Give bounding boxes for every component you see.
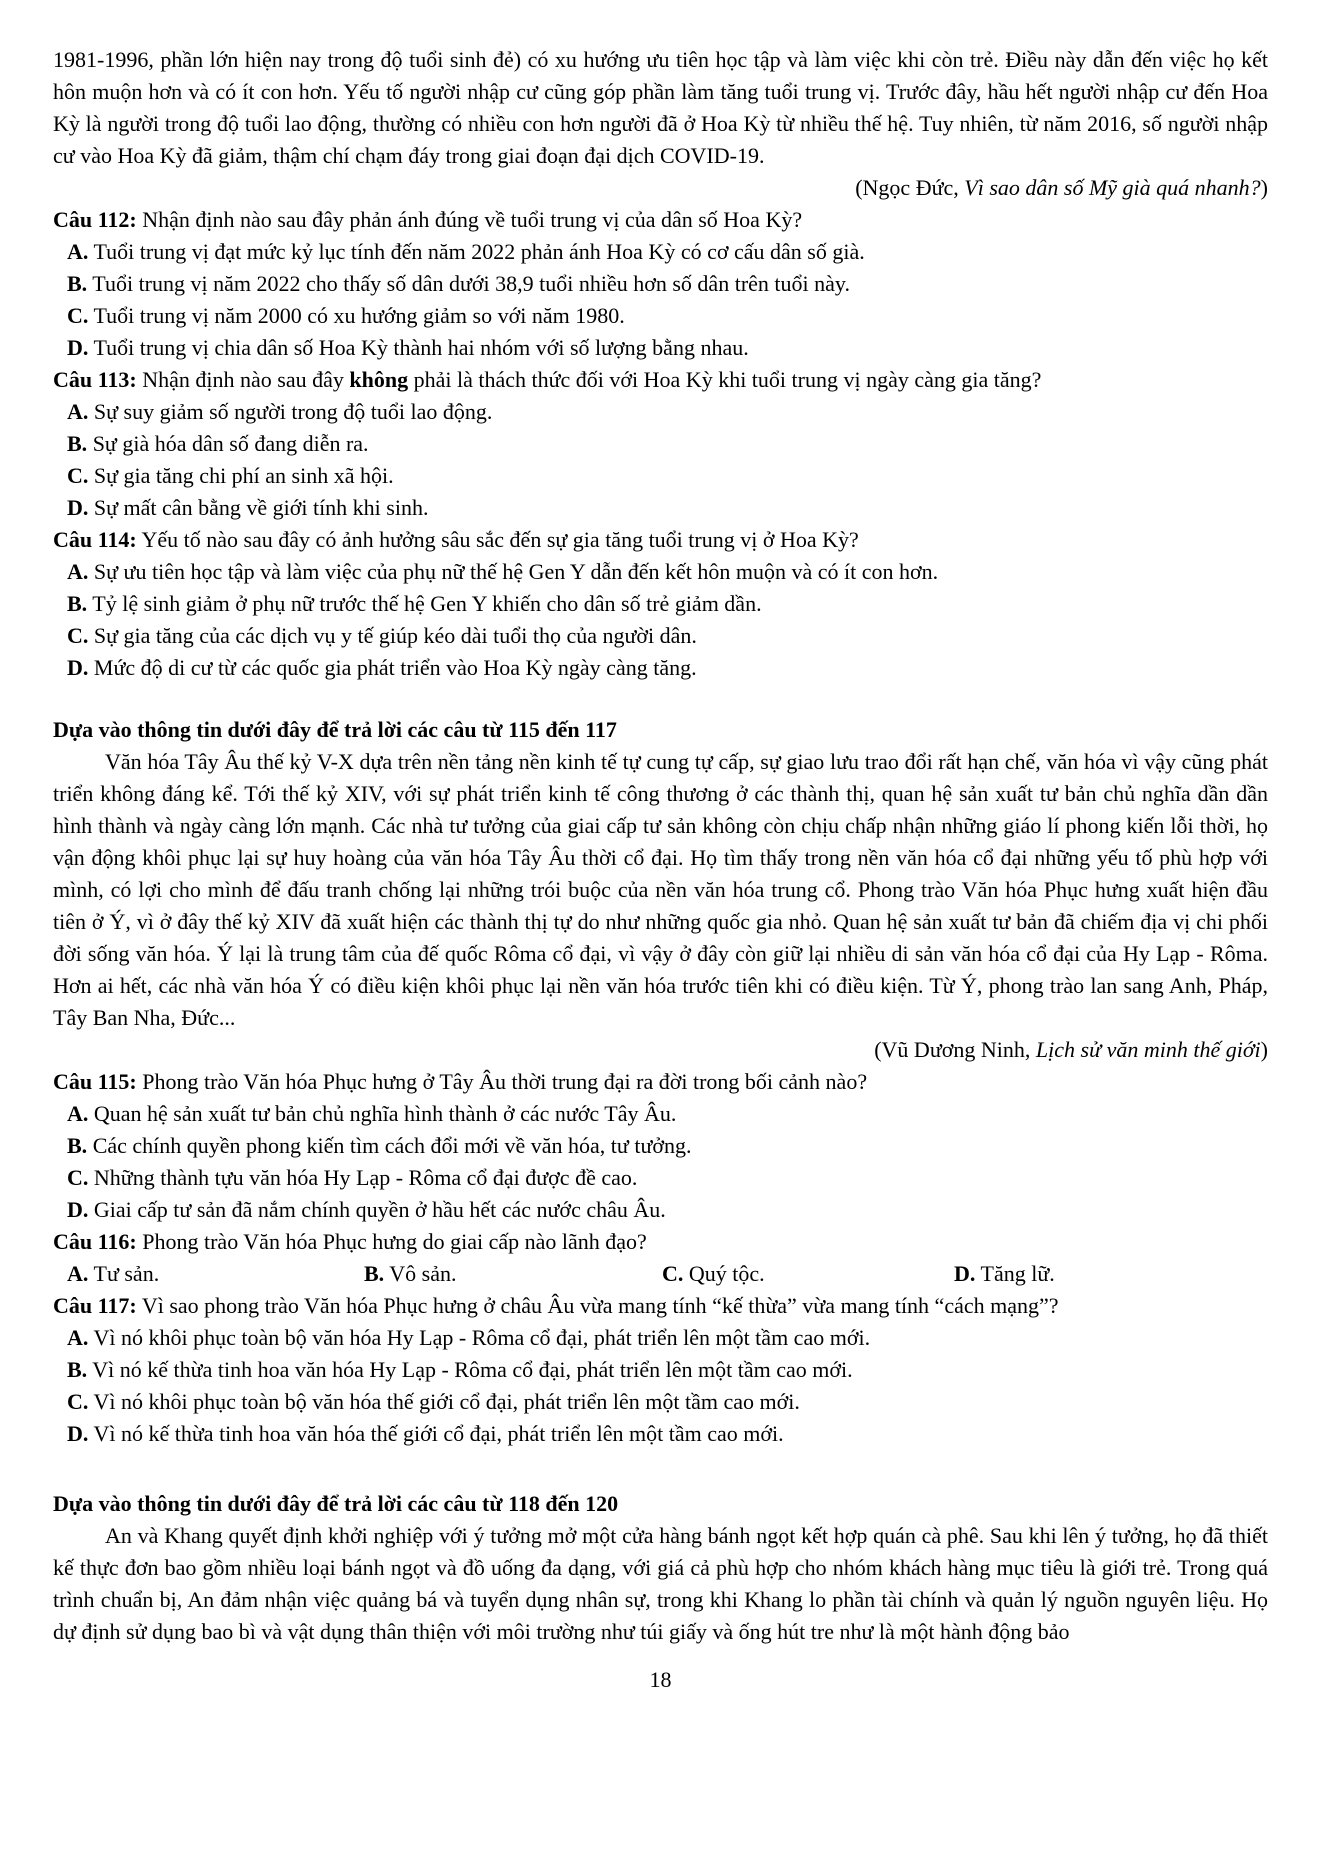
question-112-stem bbox=[53, 204, 1268, 236]
question-112-option-a bbox=[53, 236, 1268, 268]
question-114-option-c bbox=[53, 620, 1268, 652]
question-113-option-b bbox=[53, 428, 1268, 460]
question-113 bbox=[53, 364, 1268, 524]
question-114-number: Câu 114: bbox=[53, 527, 137, 552]
question-117-text: Vì sao phong trào Văn hóa Phục hưng ở châu Âu vừa mang tính “kế thừa” vừa mang tính “cách mạng”? bbox=[141, 1293, 1059, 1318]
option-text: Vì nó khôi phục toàn bộ văn hóa Hy Lạp - Rôma cổ đại, phát triển lên một tầm cao mới. bbox=[93, 1325, 871, 1350]
attribution-ngoc-duc bbox=[53, 172, 1268, 204]
option-letter-c: C. bbox=[67, 623, 89, 648]
passage-renaissance: Văn hóa Tây Âu thế kỷ V-X dựa trên nền tảng nền kinh tế tự cung tự cấp, sự giao lưu trao đổi rất hạn chế, văn hóa vì vậy cũng phát triển không đáng kể. Tới thế kỷ XIV, với sự phát triển kinh tế công thương ở các thành thị, quan hệ sản xuất tư bản chủ nghĩa dần dần hình thành và ngày càng lớn mạnh. Các nhà tư tưởng của giai cấp tư sản không còn chịu chấp nhận những giáo lí phong kiến lỗi thời, họ vận động khôi phục lại sự huy hoàng của văn hóa Tây Âu thời cổ đại. Họ tìm thấy trong nền văn hóa cổ đại những yếu tố phù hợp với mình, có lợi cho mình để đấu tranh chống lại những trói buộc của nền văn hóa trung cổ. Phong trào Văn hóa Phục hưng xuất hiện đầu tiên ở Ý, vì ở đây thế kỷ XIV đã xuất hiện các thành thị tự do như những quốc gia nhỏ. Quan hệ sản xuất tư bản đã chiếm địa vị chi phối đời sống văn hóa. Ý lại là trung tâm của đế quốc Rôma cổ đại, vì vậy ở đây còn giữ lại nhiều di sản văn hóa cổ đại của Hy Lạp - Rôma. Hơn ai hết, các nhà văn hóa Ý có điều kiện khôi phục lại nền văn hóa trước tiên khi có điều kiện. Từ Ý, phong trào lan sang Anh, Pháp, Tây Ban Nha, Đức... bbox=[53, 749, 1268, 1030]
option-text: Tuổi trung vị năm 2022 cho thấy số dân dưới 38,9 tuổi nhiều hơn số dân trên tuổi này. bbox=[92, 271, 850, 296]
option-text: Tuổi trung vị đạt mức kỷ lục tính đến năm 2022 phản ánh Hoa Kỳ có cơ cấu dân số già. bbox=[93, 239, 865, 264]
question-116-option-c bbox=[662, 1258, 954, 1290]
option-text: Tư sản. bbox=[93, 1261, 160, 1286]
intro-paragraph: 1981-1996, phần lớn hiện nay trong độ tuổi sinh đẻ) có xu hướng ưu tiên học tập và làm việc khi còn trẻ. Điều này dẫn đến việc họ kết hôn muộn hơn và có ít con hơn. Yếu tố người nhập cư cũng góp phần làm tăng tuổi trung vị. Trước đây, hầu hết người nhập cư đến Hoa Kỳ là người trong độ tuổi lao động, thường có nhiều con hơn người đã ở Hoa Kỳ từ nhiều thế hệ. Tuy nhiên, từ năm 2016, số người nhập cư vào Hoa Kỳ đã giảm, thậm chí chạm đáy trong giai đoạn đại dịch COVID-19. bbox=[53, 47, 1268, 168]
option-letter-c: C. bbox=[67, 1389, 89, 1414]
question-117-option-b bbox=[53, 1354, 1268, 1386]
question-115-option-d bbox=[53, 1194, 1268, 1226]
page-number bbox=[53, 1664, 1268, 1696]
option-text: Những thành tựu văn hóa Hy Lạp - Rôma cổ đại được đề cao. bbox=[93, 1165, 638, 1190]
option-letter-c: C. bbox=[67, 1165, 89, 1190]
option-text: Vô sản. bbox=[389, 1261, 457, 1286]
question-115-option-b bbox=[53, 1130, 1268, 1162]
option-letter-b: B. bbox=[67, 271, 88, 296]
option-text: Sự gia tăng chi phí an sinh xã hội. bbox=[93, 463, 394, 488]
question-113-option-c bbox=[53, 460, 1268, 492]
question-117 bbox=[53, 1290, 1268, 1450]
option-letter-c: C. bbox=[662, 1261, 684, 1286]
question-116-stem bbox=[53, 1226, 1268, 1258]
option-text: Vì nó khôi phục toàn bộ văn hóa thế giới cổ đại, phát triển lên một tầm cao mới. bbox=[93, 1389, 800, 1414]
option-letter-b: B. bbox=[67, 1357, 88, 1382]
option-text: Mức độ di cư từ các quốc gia phát triển vào Hoa Kỳ ngày càng tăng. bbox=[93, 655, 697, 680]
option-letter-b: B. bbox=[364, 1261, 385, 1286]
question-116-option-b bbox=[364, 1258, 662, 1290]
option-letter-a: A. bbox=[67, 1325, 89, 1350]
option-text: Giai cấp tư sản đã nắm chính quyền ở hầu hết các nước châu Âu. bbox=[93, 1197, 666, 1222]
question-113-option-d bbox=[53, 492, 1268, 524]
option-text: Các chính quyền phong kiến tìm cách đổi mới về văn hóa, tư tưởng. bbox=[92, 1133, 692, 1158]
option-text: Sự gia tăng của các dịch vụ y tế giúp kéo dài tuổi thọ của người dân. bbox=[93, 623, 697, 648]
option-text: Sự mất cân bằng về giới tính khi sinh. bbox=[93, 495, 429, 520]
attribution-prefix: (Vũ Dương Ninh, bbox=[874, 1037, 1036, 1062]
attribution-prefix: (Ngọc Đức, bbox=[855, 175, 965, 200]
attribution-suffix: ) bbox=[1260, 1037, 1268, 1062]
attribution-work-title: Lịch sử văn minh thế giới bbox=[1035, 1037, 1261, 1062]
question-112-option-b bbox=[53, 268, 1268, 300]
question-117-number: Câu 117: bbox=[53, 1293, 137, 1318]
question-115-option-c bbox=[53, 1162, 1268, 1194]
question-113-text-post: phải là thách thức đối với Hoa Kỳ khi tuổi trung vị ngày càng gia tăng? bbox=[408, 367, 1042, 392]
question-114-option-a bbox=[53, 556, 1268, 588]
question-112-option-c bbox=[53, 300, 1268, 332]
attribution-suffix: ) bbox=[1260, 175, 1268, 200]
option-letter-d: D. bbox=[954, 1261, 976, 1286]
question-117-option-a bbox=[53, 1322, 1268, 1354]
option-letter-a: A. bbox=[67, 1261, 89, 1286]
question-116-options-row bbox=[53, 1258, 1268, 1290]
option-text: Sự già hóa dân số đang diễn ra. bbox=[92, 431, 369, 456]
option-text: Tuổi trung vị năm 2000 có xu hướng giảm so với năm 1980. bbox=[93, 303, 625, 328]
question-112-number: Câu 112: bbox=[53, 207, 137, 232]
option-letter-b: B. bbox=[67, 1133, 88, 1158]
question-115-stem bbox=[53, 1066, 1268, 1098]
question-115-option-a bbox=[53, 1098, 1268, 1130]
passage-startup: An và Khang quyết định khởi nghiệp với ý tưởng mở một cửa hàng bánh ngọt kết hợp quán cà phê. Sau khi lên ý tưởng, họ đã thiết kế thực đơn bao gồm nhiều loại bánh ngọt và đồ uống đa dạng, với giá cả phù hợp cho nhóm khách hàng mục tiêu là giới trẻ. Trong quá trình chuẩn bị, An đảm nhận việc quảng bá và tuyển dụng nhân sự, trong khi Khang lo phần tài chính và quản lý nguồn nguyên liệu. Họ dự định sử dụng bao bì và vật dụng thân thiện với môi trường như túi giấy và ống hút tre như là một hành động bảo bbox=[53, 1523, 1268, 1644]
option-text: Sự suy giảm số người trong độ tuổi lao động. bbox=[93, 399, 493, 424]
attribution-vu-duong-ninh bbox=[53, 1034, 1268, 1066]
question-113-text-emphasis: không bbox=[349, 367, 409, 392]
option-text: Quý tộc. bbox=[688, 1261, 765, 1286]
option-text: Tuổi trung vị chia dân số Hoa Kỳ thành hai nhóm với số lượng bằng nhau. bbox=[93, 335, 749, 360]
option-letter-a: A. bbox=[67, 239, 89, 264]
question-112 bbox=[53, 204, 1268, 364]
question-114-option-d bbox=[53, 652, 1268, 684]
option-letter-d: D. bbox=[67, 1197, 89, 1222]
question-116-text: Phong trào Văn hóa Phục hưng do giai cấp nào lãnh đạo? bbox=[142, 1229, 647, 1254]
question-116-option-d bbox=[954, 1258, 1268, 1290]
option-letter-a: A. bbox=[67, 1101, 89, 1126]
option-letter-a: A. bbox=[67, 399, 89, 424]
option-letter-c: C. bbox=[67, 303, 89, 328]
option-text: Tăng lữ. bbox=[980, 1261, 1055, 1286]
question-117-option-d bbox=[53, 1418, 1268, 1450]
question-116-number: Câu 116: bbox=[53, 1229, 137, 1254]
option-text: Vì nó kế thừa tinh hoa văn hóa Hy Lạp - Rôma cổ đại, phát triển lên một tầm cao mới. bbox=[92, 1357, 853, 1382]
question-117-stem bbox=[53, 1290, 1268, 1322]
option-letter-b: B. bbox=[67, 591, 88, 616]
option-text: Quan hệ sản xuất tư bản chủ nghĩa hình thành ở các nước Tây Âu. bbox=[93, 1101, 677, 1126]
section-heading-115-117: Dựa vào thông tin dưới đây để trả lời các câu từ 115 đến 117 bbox=[53, 717, 617, 742]
question-114-option-b bbox=[53, 588, 1268, 620]
question-115-text: Phong trào Văn hóa Phục hưng ở Tây Âu thời trung đại ra đời trong bối cảnh nào? bbox=[142, 1069, 868, 1094]
option-letter-b: B. bbox=[67, 431, 88, 456]
option-letter-d: D. bbox=[67, 335, 89, 360]
question-114 bbox=[53, 524, 1268, 684]
option-text: Sự ưu tiên học tập và làm việc của phụ nữ thế hệ Gen Y dẫn đến kết hôn muộn và có ít con hơn. bbox=[93, 559, 939, 584]
question-116 bbox=[53, 1226, 1268, 1290]
question-114-stem bbox=[53, 524, 1268, 556]
question-113-stem bbox=[53, 364, 1268, 396]
question-113-number: Câu 113: bbox=[53, 367, 137, 392]
question-112-text: Nhận định nào sau đây phản ánh đúng về tuổi trung vị của dân số Hoa Kỳ? bbox=[142, 207, 803, 232]
question-114-text: Yếu tố nào sau đây có ảnh hưởng sâu sắc đến sự gia tăng tuổi trung vị ở Hoa Kỳ? bbox=[141, 527, 859, 552]
question-115 bbox=[53, 1066, 1268, 1226]
option-letter-a: A. bbox=[67, 559, 89, 584]
question-116-option-a bbox=[67, 1258, 364, 1290]
question-117-option-c bbox=[53, 1386, 1268, 1418]
question-112-option-d bbox=[53, 332, 1268, 364]
option-letter-c: C. bbox=[67, 463, 89, 488]
option-letter-d: D. bbox=[67, 1421, 89, 1446]
page-number-value: 18 bbox=[649, 1667, 672, 1692]
attribution-work-title: Vì sao dân số Mỹ già quá nhanh? bbox=[964, 175, 1261, 200]
question-113-text-pre: Nhận định nào sau đây bbox=[142, 367, 350, 392]
option-text: Vì nó kế thừa tinh hoa văn hóa thế giới cổ đại, phát triển lên một tầm cao mới. bbox=[93, 1421, 784, 1446]
question-115-number: Câu 115: bbox=[53, 1069, 137, 1094]
section-heading-118-120: Dựa vào thông tin dưới đây để trả lời các câu từ 118 đến 120 bbox=[53, 1491, 619, 1516]
question-113-option-a bbox=[53, 396, 1268, 428]
option-letter-d: D. bbox=[67, 495, 89, 520]
option-text: Tỷ lệ sinh giảm ở phụ nữ trước thế hệ Gen Y khiến cho dân số trẻ giảm dần. bbox=[92, 591, 762, 616]
option-letter-d: D. bbox=[67, 655, 89, 680]
